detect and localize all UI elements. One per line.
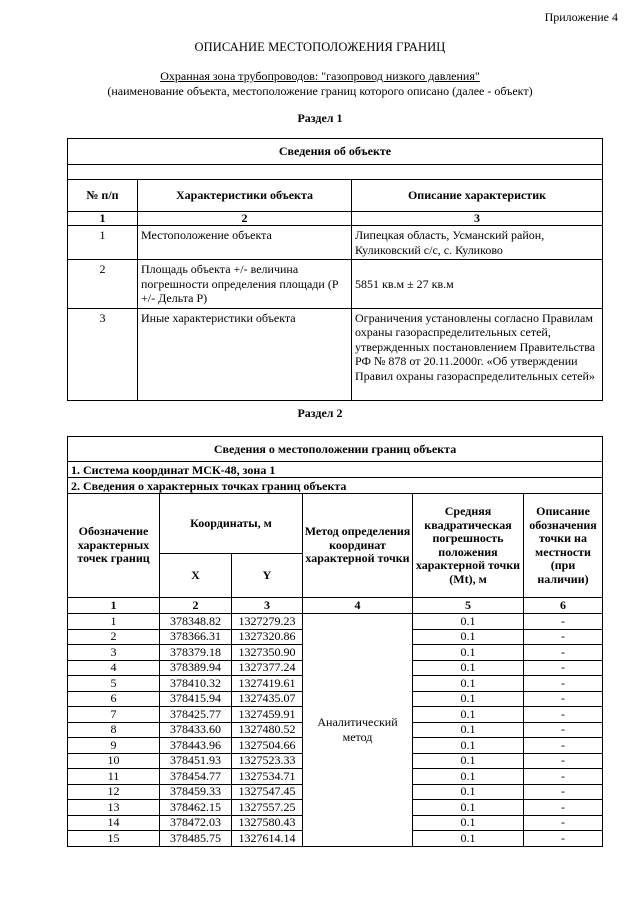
header-method: Метод определения координат характерной точки xyxy=(303,494,413,598)
point-error: 0.1 xyxy=(413,707,524,723)
coord-y: 1327580.43 xyxy=(232,815,303,831)
point-description: - xyxy=(524,660,603,676)
col-number: 2 xyxy=(160,598,232,614)
point-error: 0.1 xyxy=(413,738,524,754)
header-number: № п/п xyxy=(68,180,138,212)
coord-y: 1327504.66 xyxy=(232,738,303,754)
coord-x: 378472.03 xyxy=(160,815,232,831)
point-id: 8 xyxy=(68,722,160,738)
point-error: 0.1 xyxy=(413,629,524,645)
col-number: 4 xyxy=(303,598,413,614)
point-error: 0.1 xyxy=(413,815,524,831)
section-1-title: Раздел 1 xyxy=(297,111,343,125)
row-characteristic: Площадь объекта +/- величина погрешности определения площади (P +/- Дельта P) xyxy=(138,260,352,309)
table-row xyxy=(68,226,603,260)
point-id: 4 xyxy=(68,660,160,676)
appendix-label: Приложение 4 xyxy=(544,10,618,24)
coord-y: 1327320.86 xyxy=(232,629,303,645)
header-coordinates: Координаты, м xyxy=(160,494,303,554)
col-number: 5 xyxy=(413,598,524,614)
header-point-description: Описание обозначения точки на местности (при наличии) xyxy=(524,494,603,598)
section-2-title: Раздел 2 xyxy=(297,406,343,420)
point-id: 2 xyxy=(68,629,160,645)
object-info-table xyxy=(67,138,603,401)
point-id: 15 xyxy=(68,831,160,847)
point-description: - xyxy=(524,753,603,769)
point-id: 6 xyxy=(68,691,160,707)
point-id: 14 xyxy=(68,815,160,831)
object-name-note: (наименование объекта, местоположение границ которого описано (далее - объект) xyxy=(107,84,533,98)
header-error: Средняя квадратическая погрешность положения характерной точки (Mt), м xyxy=(413,494,524,598)
header-x: X xyxy=(160,554,232,598)
table-row xyxy=(68,614,603,630)
header-description: Описание характеристик xyxy=(352,180,603,212)
point-id: 1 xyxy=(68,614,160,630)
table-row xyxy=(68,260,603,309)
boundary-table-title: Сведения о местоположении границ объекта xyxy=(68,437,603,462)
coord-x: 378410.32 xyxy=(160,676,232,692)
coord-y: 1327557.25 xyxy=(232,800,303,816)
point-id: 11 xyxy=(68,769,160,785)
point-description: - xyxy=(524,815,603,831)
point-error: 0.1 xyxy=(413,769,524,785)
point-error: 0.1 xyxy=(413,676,524,692)
coord-y: 1327435.07 xyxy=(232,691,303,707)
point-error: 0.1 xyxy=(413,691,524,707)
row-description: Липецкая область, Усманский район, Куликовский с/с, с. Куликово xyxy=(352,226,603,260)
point-error: 0.1 xyxy=(413,753,524,769)
object-name: Охранная зона трубопроводов: "газопровод низкого давления" xyxy=(160,69,480,83)
coord-x: 378451.93 xyxy=(160,753,232,769)
point-description: - xyxy=(524,738,603,754)
row-characteristic: Иные характеристики объекта xyxy=(138,308,352,400)
coordinate-system-label: 1. Система координат МСК-48, зона 1 xyxy=(68,462,603,478)
coord-y: 1327523.33 xyxy=(232,753,303,769)
point-id: 12 xyxy=(68,784,160,800)
point-id: 13 xyxy=(68,800,160,816)
method-cell: Аналитический метод xyxy=(303,614,413,847)
coord-x: 378379.18 xyxy=(160,645,232,661)
point-description: - xyxy=(524,645,603,661)
page-title: ОПИСАНИЕ МЕСТОПОЛОЖЕНИЯ ГРАНИЦ xyxy=(194,40,446,54)
coord-x: 378366.31 xyxy=(160,629,232,645)
point-description: - xyxy=(524,691,603,707)
object-info-table-title: Сведения об объекте xyxy=(68,139,603,165)
point-description: - xyxy=(524,800,603,816)
row-number: 2 xyxy=(68,260,138,309)
header-characteristic: Характеристики объекта xyxy=(138,180,352,212)
point-description: - xyxy=(524,831,603,847)
coord-y: 1327377.24 xyxy=(232,660,303,676)
col-number: 1 xyxy=(68,212,138,226)
coord-x: 378415.94 xyxy=(160,691,232,707)
row-description: 5851 кв.м ± 27 кв.м xyxy=(352,260,603,309)
point-error: 0.1 xyxy=(413,614,524,630)
coord-y: 1327480.52 xyxy=(232,722,303,738)
header-y: Y xyxy=(232,554,303,598)
coord-x: 378433.60 xyxy=(160,722,232,738)
coord-x: 378348.82 xyxy=(160,614,232,630)
point-description: - xyxy=(524,676,603,692)
row-number: 1 xyxy=(68,226,138,260)
point-description: - xyxy=(524,722,603,738)
point-id: 10 xyxy=(68,753,160,769)
point-error: 0.1 xyxy=(413,831,524,847)
col-number: 1 xyxy=(68,598,160,614)
coord-y: 1327279.23 xyxy=(232,614,303,630)
col-number: 3 xyxy=(352,212,603,226)
points-info-label: 2. Сведения о характерных точках границ объекта xyxy=(68,478,603,494)
point-id: 7 xyxy=(68,707,160,723)
point-error: 0.1 xyxy=(413,660,524,676)
col-number: 3 xyxy=(232,598,303,614)
col-number: 2 xyxy=(138,212,352,226)
point-error: 0.1 xyxy=(413,800,524,816)
coord-x: 378454.77 xyxy=(160,769,232,785)
point-description: - xyxy=(524,769,603,785)
point-error: 0.1 xyxy=(413,784,524,800)
blank-row xyxy=(68,165,603,180)
point-id: 3 xyxy=(68,645,160,661)
coord-x: 378389.94 xyxy=(160,660,232,676)
point-error: 0.1 xyxy=(413,645,524,661)
coord-x: 378459.33 xyxy=(160,784,232,800)
coord-x: 378443.96 xyxy=(160,738,232,754)
boundary-points-table xyxy=(67,436,603,847)
col-number: 6 xyxy=(524,598,603,614)
table-row xyxy=(68,308,603,400)
point-description: - xyxy=(524,784,603,800)
coord-y: 1327614.14 xyxy=(232,831,303,847)
coord-y: 1327547.45 xyxy=(232,784,303,800)
header-point: Обозначение характерных точек границ xyxy=(68,494,160,598)
row-number: 3 xyxy=(68,308,138,400)
row-description: Ограничения установлены согласно Правилам охраны газораспределительных сетей, утвержденных постановлением Правительства РФ № 878 от 20.11.2000г. «Об утверждении Правил охраны газораспределительных сетей» xyxy=(352,308,603,400)
coord-y: 1327350.90 xyxy=(232,645,303,661)
coord-y: 1327534.71 xyxy=(232,769,303,785)
point-description: - xyxy=(524,629,603,645)
coord-x: 378485.75 xyxy=(160,831,232,847)
point-description: - xyxy=(524,707,603,723)
row-characteristic: Местоположение объекта xyxy=(138,226,352,260)
point-error: 0.1 xyxy=(413,722,524,738)
point-id: 9 xyxy=(68,738,160,754)
coord-y: 1327459.91 xyxy=(232,707,303,723)
point-description: - xyxy=(524,614,603,630)
coord-x: 378462.15 xyxy=(160,800,232,816)
coord-y: 1327419.61 xyxy=(232,676,303,692)
point-id: 5 xyxy=(68,676,160,692)
coord-x: 378425.77 xyxy=(160,707,232,723)
